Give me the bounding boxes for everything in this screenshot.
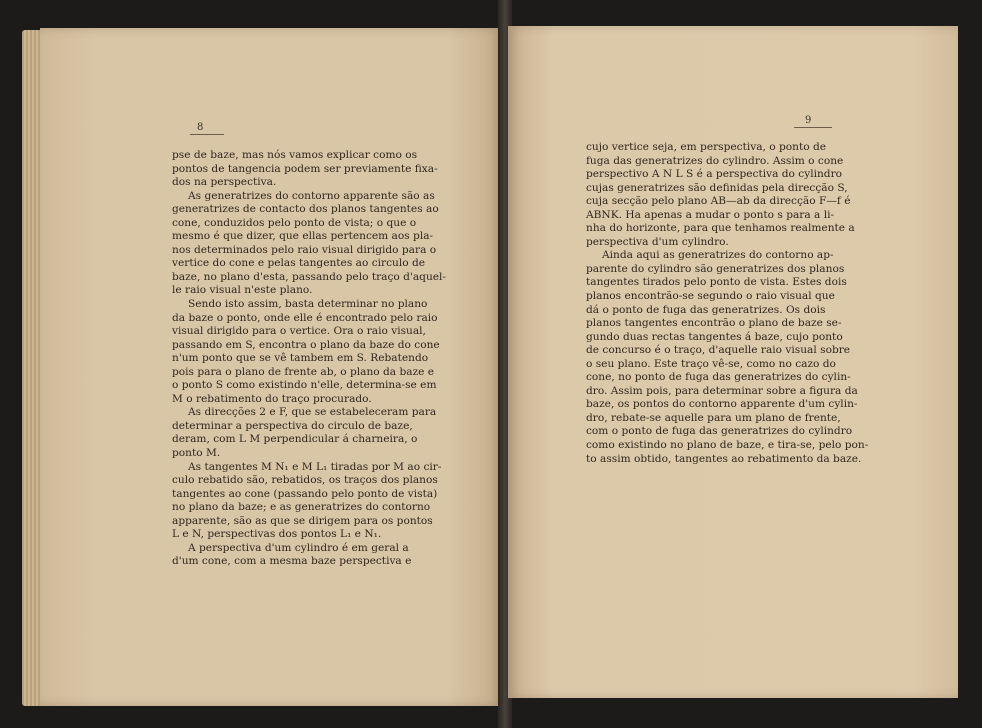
text-line: As tangentes M N₁ e M L₁ tiradas por M ao cir- xyxy=(188,460,442,473)
text-line: Ainda aqui as generatrizes do contorno ap- xyxy=(602,249,834,262)
text-line: Sendo isto assim, basta determinar no plano xyxy=(188,298,428,311)
text-line: A perspectiva d'um cylindro é em geral a xyxy=(188,541,409,554)
text-line: determinar a perspectiva do circulo de baze, xyxy=(172,419,413,432)
text-line: como existindo no plano de baze, e tira-se, pelo pon- xyxy=(586,439,869,452)
text-line: visual dirigido para o vertice. Ora o raio visual, xyxy=(172,325,426,338)
text-line: mesmo é que dizer, que ellas pertencem aos pla- xyxy=(172,230,434,243)
text-line: ABNK. Ha apenas a mudar o ponto s para a li- xyxy=(586,208,835,221)
text-line: da baze o ponto, onde elle é encontrado pelo raio xyxy=(172,311,438,324)
text-line: As direcções 2 e F, que se estabeleceram para xyxy=(188,406,437,419)
text-line: perspectiva d'um cylindro. xyxy=(586,235,729,248)
text-line: nos determinados pelo raio visual dirigido para o xyxy=(172,243,437,256)
text-line: pontos de tangencia podem ser previamente fixa- xyxy=(172,162,438,175)
text-line: tangentes tirados pelo ponto de vista. Estes dois xyxy=(586,276,847,289)
text-line: pse de baze, mas nós vamos explicar como os xyxy=(172,149,418,161)
text-line: baze, os pontos do contorno apparente d'um cylin- xyxy=(586,398,858,411)
text-line: cuja secção pelo plano AB—ab da direcção F—f é xyxy=(586,195,851,208)
text-line: cujo vertice seja, em perspectiva, o ponto de xyxy=(586,141,827,153)
text-line: o ponto S como existindo n'elle, determina-se em xyxy=(172,379,437,392)
text-line: As generatrizes do contorno apparente são as xyxy=(188,189,435,202)
page-number-rule-right xyxy=(794,127,832,128)
text-line: to assim obtido, tangentes ao rebatimento da baze. xyxy=(586,452,862,465)
text-line: planos tangentes encontrão o plano de baze se- xyxy=(586,317,842,330)
text-line: passando em S, encontra o plano da baze do cone xyxy=(172,338,440,351)
text-line: dro, rebate-se aquelle para um plano de frente, xyxy=(586,411,841,424)
text-line: culo rebatido são, rebatidos, os traços dos planos xyxy=(172,474,438,487)
text-line: gundo duas rectas tangentes á baze, cujo ponto xyxy=(586,330,843,343)
text-line: deram, com L M perpendicular á charneira, o xyxy=(172,433,418,446)
text-line: no plano da baze; e as generatrizes do contorno xyxy=(172,501,431,514)
text-line: vertice do cone e pelas tangentes ao circulo de xyxy=(172,257,426,270)
text-line: fuga das generatrizes do cylindro. Assim o cone xyxy=(586,154,844,167)
page-number-left: 8 xyxy=(197,122,204,133)
left-page-text xyxy=(172,149,446,569)
text-line: le raio visual n'este plano. xyxy=(172,284,313,297)
text-line: L e N, perspectivas dos pontos L₁ e N₁. xyxy=(172,528,382,541)
text-line: generatrizes de contacto dos planos tangentes ao xyxy=(172,203,439,216)
text-line: pois para o plano de frente ab, o plano da baze e xyxy=(172,365,435,378)
text-line: M o rebatimento do traço procurado. xyxy=(172,392,372,405)
right-page-text xyxy=(586,141,868,466)
text-line: cone, no ponto de fuga das generatrizes do cylin- xyxy=(586,371,851,384)
text-line: apparente, são as que se dirigem para os pontos xyxy=(172,514,433,527)
text-line: dos na perspectiva. xyxy=(172,176,277,189)
text-line: dro. Assim pois, para determinar sobre a figura da xyxy=(586,384,858,397)
text-line: perspectivo A N L S é a perspectiva do cylindro xyxy=(586,168,843,181)
text-line: n'um ponto que se vê tambem em S. Rebatendo xyxy=(172,352,429,365)
text-line: ponto M. xyxy=(172,447,221,460)
text-line: planos encontrão-se segundo o raio visual que xyxy=(586,290,835,303)
text-line: o seu plano. Este traço vê-se, como no cazo do xyxy=(586,357,836,370)
page-number-right: 9 xyxy=(805,115,812,126)
text-line: dá o ponto de fuga das generatrizes. Os dois xyxy=(586,303,826,316)
text-line: nha do horizonte, para que tenhamos realmente a xyxy=(586,222,855,235)
text-line: tangentes ao cone (passando pelo ponto de vista) xyxy=(172,487,438,500)
text-line: cujas generatrizes são definidas pela direcção S, xyxy=(586,181,848,194)
right-page xyxy=(508,26,958,698)
page-number-rule-left xyxy=(190,134,224,135)
text-line: com o ponto de fuga das generatrizes do cylindro xyxy=(586,425,853,438)
text-line: parente do cylindro são generatrizes dos planos xyxy=(586,262,845,275)
text-line: de concurso é o traço, d'aquelle raio visual sobre xyxy=(586,344,851,357)
text-line: d'um cone, com a mesma baze perspectiva e xyxy=(172,555,412,568)
text-line: baze, no plano d'esta, passando pelo traço d'aquel- xyxy=(172,270,446,283)
left-page xyxy=(40,28,502,706)
text-line: cone, conduzidos pelo ponto de vista; o que o xyxy=(172,216,417,229)
